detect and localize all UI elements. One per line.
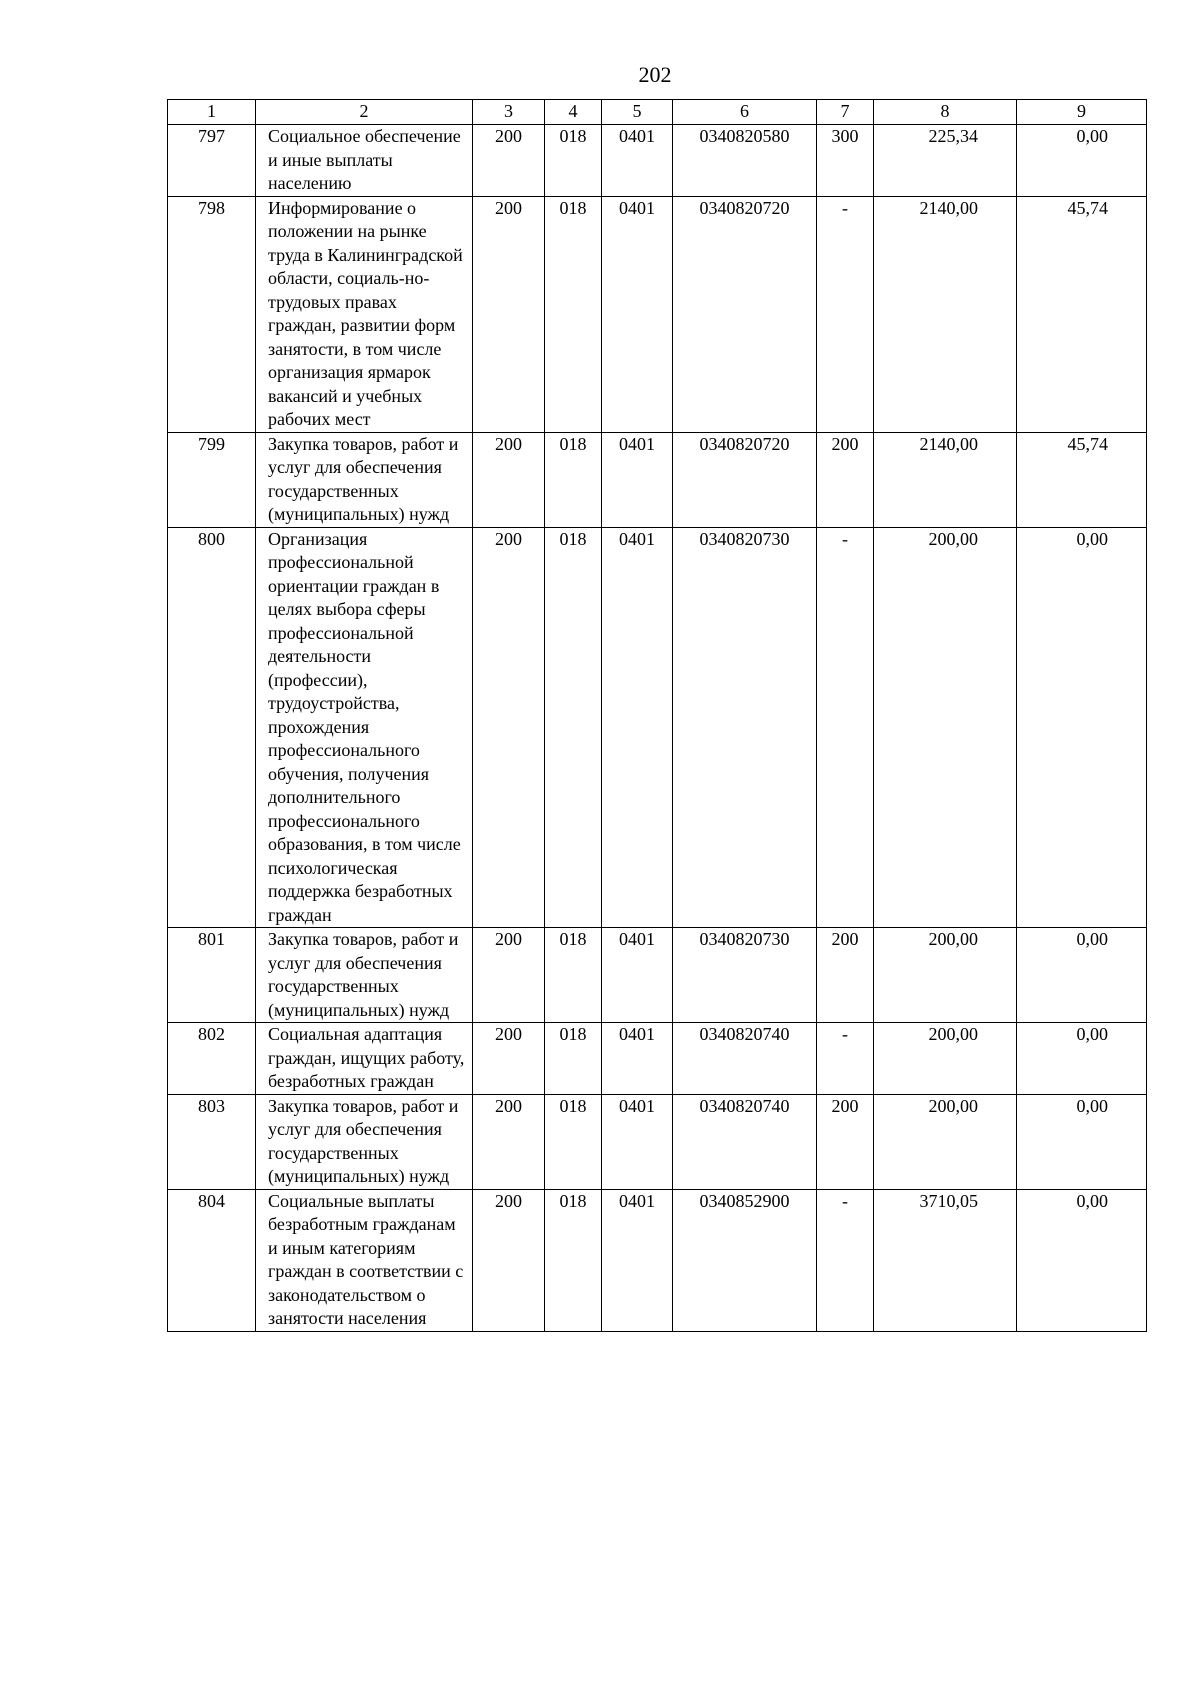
row-name: Социальные выплаты безработным гражданам и иным категориям граждан в соответствии с законодательством о занятости населения xyxy=(256,1189,473,1331)
row-name: Закупка товаров, работ и услуг для обеспечения государственных (муниципальных) нужд xyxy=(256,928,473,1023)
cell-col9: 45,74 xyxy=(1017,432,1147,527)
cell-col8: 200,00 xyxy=(874,1023,1017,1095)
cell-col6: 0340820720 xyxy=(673,432,817,527)
cell-col4: 018 xyxy=(545,1023,602,1095)
cell-col7: - xyxy=(817,1023,874,1095)
budget-table xyxy=(167,99,1147,1332)
cell-col4: 018 xyxy=(545,1094,602,1189)
cell-col5: 0401 xyxy=(602,1094,673,1189)
cell-col8: 2140,00 xyxy=(874,196,1017,432)
cell-col3: 200 xyxy=(473,196,545,432)
row-name: Социальное обеспечение и иные выплаты населению xyxy=(256,125,473,197)
cell-col6: 0340820730 xyxy=(673,928,817,1023)
column-header: 8 xyxy=(874,100,1017,125)
row-number: 801 xyxy=(168,928,256,1023)
row-number: 804 xyxy=(168,1189,256,1331)
cell-col6: 0340820740 xyxy=(673,1094,817,1189)
table-row xyxy=(168,1094,1147,1189)
cell-col8: 2140,00 xyxy=(874,432,1017,527)
row-number: 803 xyxy=(168,1094,256,1189)
cell-col3: 200 xyxy=(473,432,545,527)
cell-col5: 0401 xyxy=(602,527,673,928)
row-name: Организация профессиональной ориентации граждан в целях выбора сферы профессиональной деятельности (профессии), трудоустройства, прохождения профессионального обучения, получения дополнительного профессионального образования, в том числе психологическая поддержка безработных граждан xyxy=(256,527,473,928)
cell-col5: 0401 xyxy=(602,1023,673,1095)
cell-col3: 200 xyxy=(473,1094,545,1189)
cell-col4: 018 xyxy=(545,432,602,527)
column-header: 3 xyxy=(473,100,545,125)
cell-col4: 018 xyxy=(545,527,602,928)
column-header: 2 xyxy=(256,100,473,125)
cell-col4: 018 xyxy=(545,196,602,432)
cell-col8: 3710,05 xyxy=(874,1189,1017,1331)
cell-col7: - xyxy=(817,527,874,928)
cell-col7: - xyxy=(817,196,874,432)
cell-col9: 0,00 xyxy=(1017,125,1147,197)
column-header: 5 xyxy=(602,100,673,125)
cell-col5: 0401 xyxy=(602,125,673,197)
row-name: Закупка товаров, работ и услуг для обеспечения государственных (муниципальных) нужд xyxy=(256,432,473,527)
row-name: Закупка товаров, работ и услуг для обеспечения государственных (муниципальных) нужд xyxy=(256,1094,473,1189)
column-header-row xyxy=(168,100,1147,125)
cell-col9: 0,00 xyxy=(1017,1189,1147,1331)
cell-col6: 0340820740 xyxy=(673,1023,817,1095)
cell-col5: 0401 xyxy=(602,928,673,1023)
row-number: 797 xyxy=(168,125,256,197)
cell-col4: 018 xyxy=(545,125,602,197)
cell-col9: 0,00 xyxy=(1017,928,1147,1023)
table-row xyxy=(168,1189,1147,1331)
cell-col7: 200 xyxy=(817,432,874,527)
cell-col6: 0340852900 xyxy=(673,1189,817,1331)
cell-col8: 200,00 xyxy=(874,928,1017,1023)
column-header: 4 xyxy=(545,100,602,125)
table-row xyxy=(168,928,1147,1023)
column-header: 6 xyxy=(673,100,817,125)
cell-col5: 0401 xyxy=(602,432,673,527)
column-header: 1 xyxy=(168,100,256,125)
cell-col4: 018 xyxy=(545,928,602,1023)
table-row xyxy=(168,432,1147,527)
row-number: 799 xyxy=(168,432,256,527)
cell-col6: 0340820730 xyxy=(673,527,817,928)
table-row xyxy=(168,125,1147,197)
cell-col7: - xyxy=(817,1189,874,1331)
cell-col3: 200 xyxy=(473,527,545,928)
cell-col6: 0340820720 xyxy=(673,196,817,432)
cell-col5: 0401 xyxy=(602,1189,673,1331)
cell-col9: 0,00 xyxy=(1017,1023,1147,1095)
cell-col3: 200 xyxy=(473,1023,545,1095)
column-header: 7 xyxy=(817,100,874,125)
row-number: 800 xyxy=(168,527,256,928)
row-number: 802 xyxy=(168,1023,256,1095)
cell-col8: 225,34 xyxy=(874,125,1017,197)
cell-col7: 200 xyxy=(817,1094,874,1189)
cell-col9: 0,00 xyxy=(1017,1094,1147,1189)
table-row xyxy=(168,527,1147,928)
row-name: Социальная адаптация граждан, ищущих работу, безработных граждан xyxy=(256,1023,473,1095)
column-header: 9 xyxy=(1017,100,1147,125)
table-row xyxy=(168,1023,1147,1095)
cell-col5: 0401 xyxy=(602,196,673,432)
cell-col3: 200 xyxy=(473,1189,545,1331)
cell-col3: 200 xyxy=(473,928,545,1023)
cell-col4: 018 xyxy=(545,1189,602,1331)
cell-col8: 200,00 xyxy=(874,1094,1017,1189)
cell-col7: 200 xyxy=(817,928,874,1023)
cell-col3: 200 xyxy=(473,125,545,197)
page-number: 202 xyxy=(638,62,672,87)
cell-col6: 0340820580 xyxy=(673,125,817,197)
table-row xyxy=(168,196,1147,432)
row-number: 798 xyxy=(168,196,256,432)
row-name: Информирование о положении на рынке труда в Калининградской области, социаль-но-трудовых правах граждан, развитии форм занятости, в том числе организация ярмарок вакансий и учебных рабочих мест xyxy=(256,196,473,432)
cell-col7: 300 xyxy=(817,125,874,197)
cell-col9: 45,74 xyxy=(1017,196,1147,432)
cell-col8: 200,00 xyxy=(874,527,1017,928)
cell-col9: 0,00 xyxy=(1017,527,1147,928)
